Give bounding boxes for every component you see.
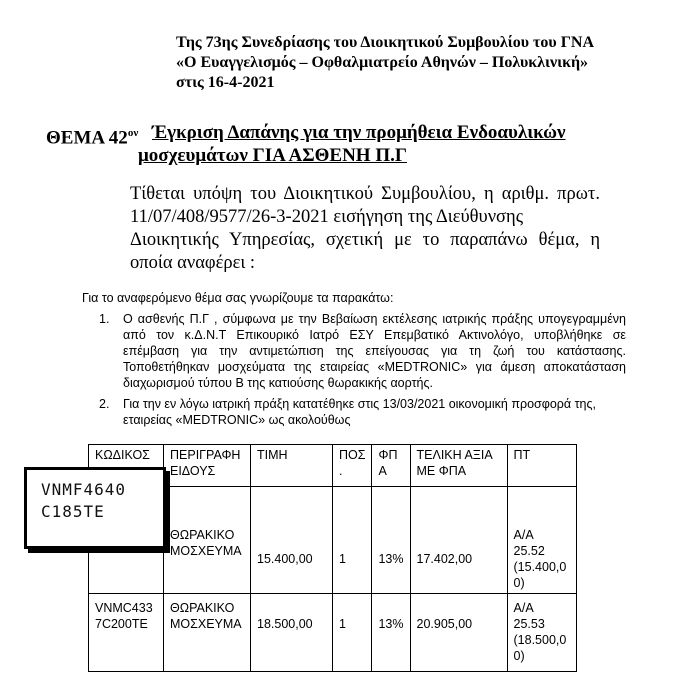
cell-total: 17.402,00 — [410, 487, 507, 594]
table-row — [89, 594, 577, 672]
subject-label: ΘΕΜΑ $42^{o\nu}$ — [46, 127, 139, 149]
header-line-2: «Ο Ευαγγελισμός – Οφθαλμιατρείο Αθηνών – Πολυκλινική» — [176, 54, 589, 71]
cell-price: 18.500,00 — [251, 594, 333, 672]
item-1-line-4: Τοποθετήθηκαν μοσχεύματα της εταιρείας «MEDTRONIC» για άμεση αποκατάσταση — [123, 360, 626, 374]
item-2-line-1: Για την εν λόγω ιατρική πράξη κατατέθηκε στις 13/03/2021 οικονομική προσφορά της, — [123, 397, 596, 411]
subject-title-line-2: μοσχευμάτων ΓΙΑ ΑΣΘΕΝΗ Π.Γ — [138, 145, 407, 166]
cell-vat: 13% — [372, 594, 410, 672]
cell-code: VNMC433 7C200TE — [89, 594, 164, 672]
cell-pt: Α/Α 25.53 (18.500,0 0) — [507, 594, 576, 672]
intro-line-1: Τίθεται υπόψη του Διοικητικού Συμβουλίου, η αριθμ. πρωτ. — [130, 184, 600, 204]
header-vat: ΦΠ Α — [372, 445, 410, 487]
cell-description: ΘΩΡΑΚΙΚΟ ΜΟΣΧΕΥΜΑ — [164, 594, 251, 672]
cell-quantity: 1 — [333, 594, 372, 672]
header-price: ΤΙΜΗ — [251, 445, 333, 487]
item-1-line-2: από τον κ.Δ.Ν.Τ Επικουρικό Ιατρό ΕΣΥ Επεμβατικό Ακτινολόγο, υποβλήθηκε σε — [123, 328, 626, 342]
intro-line-2: 11/07/408/9577/26-3-2021 εισήγηση της Διεύθυνσης — [130, 207, 524, 227]
cell-vat: 13% — [372, 487, 410, 594]
item-1-line-1: Ο ασθενής Π.Γ , σύμφωνα με την Βεβαίωση εκτέλεσης ιατρικής πράξης υπογεγραμμένη — [123, 312, 626, 326]
header-total: ΤΕΛΙΚΗ ΑΞΙΑ ΜΕ ΦΠΑ — [410, 445, 507, 487]
subject-title-line-1: Έγκριση Δαπάνης για την προμήθεια Ενδοαυλικών — [152, 122, 566, 143]
cell-pt: Α/Α 25.52 (15.400,0 0) — [507, 487, 576, 594]
redaction-stamp — [24, 467, 166, 549]
stamp-line-1: VNMF4640 — [41, 480, 127, 499]
stamp-line-2: C185TE — [41, 502, 105, 521]
item-number: 1. — [99, 312, 110, 326]
item-2-line-2: εταιρείας «MEDTRONIC» ως ακολούθως — [123, 413, 351, 427]
cell-price: 15.400,00 — [251, 487, 333, 594]
item-1-line-3: επέμβαση για την αντιμετώπιση της επείγουσας για τη ζωή του κατάστασης. — [123, 344, 626, 358]
cell-total: 20.905,00 — [410, 594, 507, 672]
header-description: ΠΕΡΙΓΡΑΦΗ ΕΙΔΟΥΣ — [164, 445, 251, 487]
intro-line-3: Διοικητικής Υπηρεσίας, σχετική με το παραπάνω θέμα, η — [130, 230, 600, 250]
item-1-line-5: διαχωρισμού τύπου Β της κατιούσης θωρακικής αορτής. — [123, 376, 433, 390]
item-number: 2. — [99, 397, 110, 411]
header-pt: ΠΤ — [507, 445, 576, 487]
cell-quantity: 1 — [333, 487, 372, 594]
header-code: ΚΩΔΙΚΟΣ — [89, 445, 164, 487]
header-quantity: ΠΟΣ . — [333, 445, 372, 487]
cell-description: ΘΩΡΑΚΙΚΟ ΜΟΣΧΕΥΜΑ — [164, 487, 251, 594]
header-line-3: στις 16-4-2021 — [176, 74, 275, 91]
header-line-1: Της 73ης Συνεδρίασης του Διοικητικού Συμβουλίου του ΓΝΑ — [176, 34, 595, 51]
intro-line-4: οποία αναφέρει : — [130, 253, 256, 273]
lead-text: Για το αναφερόμενο θέμα σας γνωρίζουμε τα παρακάτω: — [82, 291, 394, 305]
